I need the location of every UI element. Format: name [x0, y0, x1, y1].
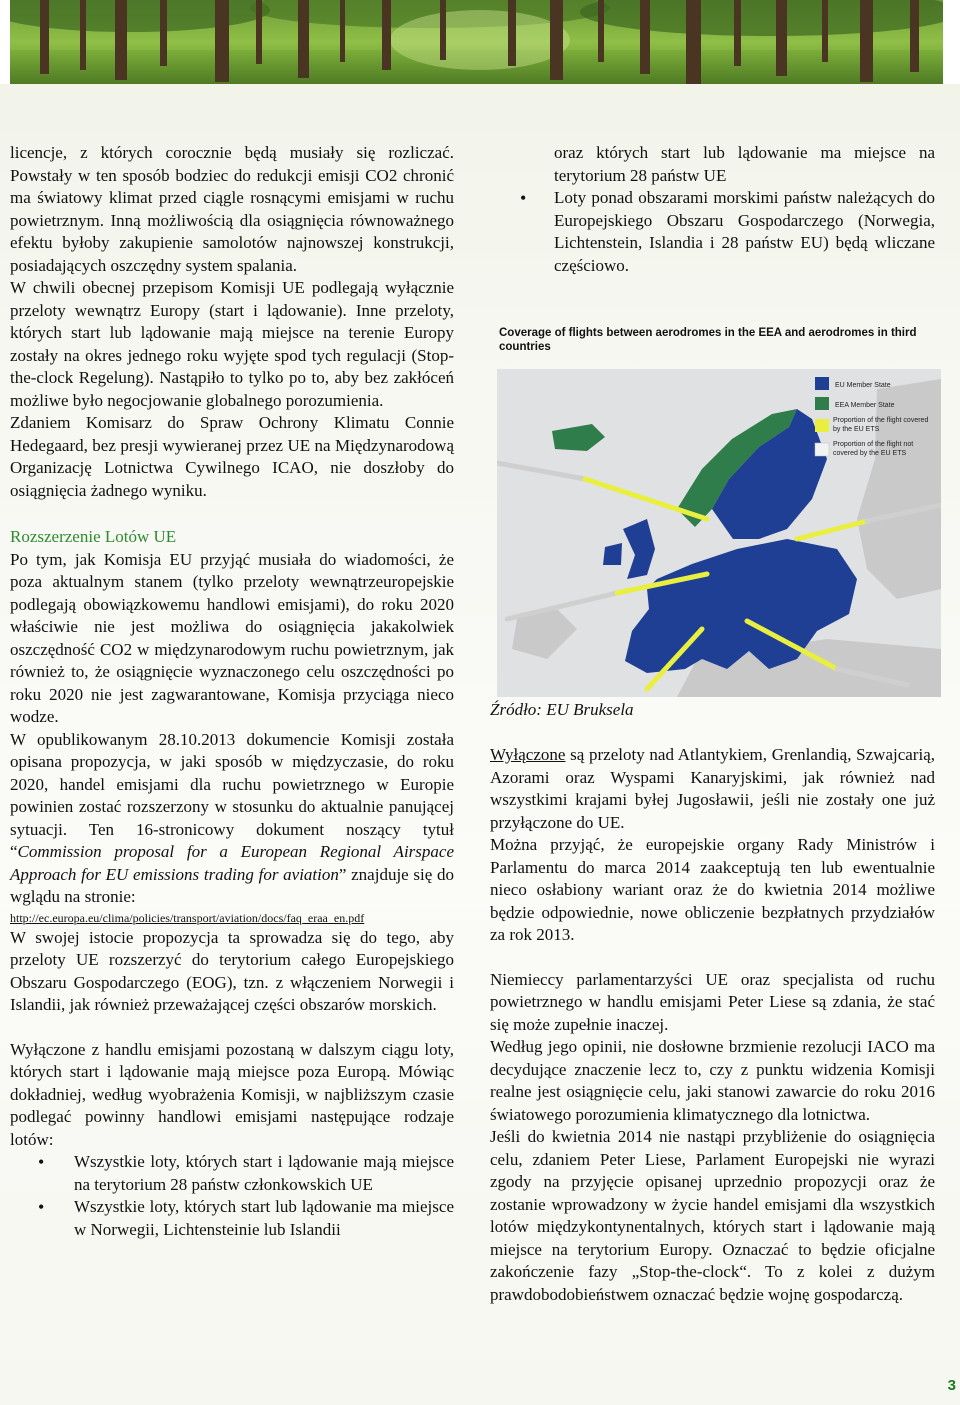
paragraph: Zdaniem Komisarz do Spraw Ochrony Klimatu Connie Hedegaard, bez presji wywieranej przez UE na Międzynarodową Organizację Lotnictwa Cywilnego ICAO, nie doszłoby do osiągnięcia żadnego wyniku.: [10, 413, 454, 500]
figure-title: Coverage of flights between aerodromes in the EEA and aerodromes in third countries: [499, 327, 917, 353]
right-column-top: [554, 142, 935, 277]
legend-label: Proportion of the flight not covered by the EU ETS: [833, 441, 914, 457]
coverage-map-figure: [497, 326, 941, 698]
legend-label: EEA Member State: [835, 402, 895, 409]
bullet-list: [554, 187, 935, 277]
legend-swatch-not-covered: [815, 443, 829, 456]
figure-source: Źródło: EU Bruksela: [490, 700, 634, 719]
legend-swatch-covered: [815, 419, 829, 432]
paragraph: Można przyjąć, że europejskie organy Rady Ministrów i Parlamentu do marca 2014 zaakceptują ten lub ewentualnie nieco osłabiony wariant oraz że do kwietnia 2014 możliwe będzie odpowiednie, nowe obliczenie bezpłatnych przydziałów za rok 2013.: [490, 835, 935, 944]
paragraph: licencje, z których corocznie będą musiały się rozliczać. Powstały w ten sposób bodziec do redukcji emisji CO2 chronić ma światowy klimat przed ciągle rosnącymi emisjami w ruchu powietrznym. Inną możliwością dla osiągnięcia równoważnego efektu byłoby zakupienie samolotów najnowszej konstrukcji, posiadających oszczędny system spalania.: [10, 143, 454, 275]
paragraph-text: ” znajduje się do wglądu na stronie:: [10, 864, 454, 906]
europe-map: [497, 369, 941, 697]
paragraph: Według jego opinii, nie dosłowne brzmienie rezolucji IACO ma decydujące znaczenie lecz to, czy z punktu widzenia Komisji realne jest osiągnięcie celu, jaki stanowi zawarcie do roku 2016 światowego porozumienia klimatycznego dla lotnictwa.: [490, 1037, 935, 1124]
paragraph-text: W opublikowanym 28.10.2013 dokumencie Komisji została opisana propozycja, w jaki sposób w międzyczasie, do roku 2020, handel emisjami dla ruchu powietrznego w Europie powinien zostać rozszerzony w stosunku do aktualnie panującej sytuacji. Ten 16-stronicowy dokument noszący tytuł “: [10, 729, 454, 861]
paragraph: W chwili obecnej przepisom Komisji UE podlegają wyłącznie przeloty wewnątrz Europy (start i lądowanie). Inne przeloty, których start lub lądowanie mają miejsce na terenie Europy zostały na okres jednego roku wyjęte spod tych regulacji (Stop-the-clock Regelung). Nastąpiło to tylko po to, aby bez zakłóceń możliwe było negocjowanie globalnego porozumienia.: [10, 278, 454, 410]
legend-label-box: [833, 416, 937, 438]
paragraph: Po tym, jak Komisja EU przyjąć musiała do wiadomości, że poza aktualnym stanem (tylko przeloty wewnątrzeuropejskie podlegają obowiązkowemu handlowi emisjami), do roku 2020 właściwie nie jest możliwa do osiągnięcia jakakolwiek oszczędność CO2 w międzynarodowym ruchu powietrznym, jak również to, że osiągnięcie wyznaczonego celu oszczędności po roku 2020 nie jest zagwarantowane, Komisja przyciąga nieco wodze.: [10, 549, 454, 726]
forest-banner-image: [10, 0, 943, 84]
list-item: • Wszystkie loty, których start lub lądowanie ma miejsce w Norwegii, Lichtensteinie lub Islandii: [10, 1196, 454, 1241]
paragraph: W swojej istocie propozycja ta sprowadza się do tego, aby przeloty UE rozszerzyć do terytorium całego Europejskiego Obszaru Gospodarczego (EOG), tzn. z włączeniem Norwegii i Islandii, jak również przeważającej części obszarów morskich.: [10, 927, 454, 1014]
legend-swatch-eu: [815, 377, 829, 390]
paragraph: [490, 744, 935, 834]
paragraph: oraz których start lub lądowanie ma miejsce na terytorium 28 państw UE: [554, 143, 935, 185]
paragraph: [10, 729, 454, 909]
bullet-list: [10, 1151, 454, 1241]
section-heading: Rozszerzenie Lotów UE: [10, 527, 177, 546]
underlined-word: Wyłączone: [490, 745, 566, 764]
paragraph: Niemieccy parlamentarzyści UE oraz specjalista od ruchu powietrznego w handlu emisjami Peter Liese są zdania, że stać się może zupełnie inaczej.: [490, 969, 935, 1034]
legend-label-box: [833, 440, 937, 462]
document-link[interactable]: http://ec.europa.eu/clima/policies/transport/aviation/docs/faq_eraa_en.pdf: [10, 910, 365, 925]
paragraph: Wyłączone z handlu emisjami pozostaną w dalszym ciągu loty, których start i lądowanie mają miejsce poza Europą. Mówiąc dokładniej, według wyobrażenia Komisji, w najbliższym czasie podlegać powinny handlowi emisjami następujące rodzaje lotów:: [10, 1039, 454, 1149]
legend-swatch-eea: [815, 397, 829, 410]
paragraph: Jeśli do kwietnia 2014 nie nastąpi przybliżenie do osiągnięcia celu, zdaniem Peter Liese, Parlament Europejski nie wyrazi zgody na przyjęcie opisanej uprzednio propozycji oraz że zostanie wprowadzony w życie handel emisjami dla wszystkich lotów międzykontynentalnych, których start i lądowanie mają miejsce na terytorium Europy. Oznaczać to będzie oficjalne zakończenie fazy „Stop-the-clock“. To z kolei z dużym prawdobodobieństwem oznaczać będzie wojnę gospodarczą.: [490, 1127, 935, 1304]
left-column: [10, 142, 454, 1241]
document-title: Commission proposal for a European Regional Airspace Approach for EU emissions trading for aviation: [10, 842, 454, 884]
paragraph-text: są przeloty nad Atlantykiem, Grenlandią, Szwajcarią, Azorami oraz Wyspami Kanaryjskimi, jak również nad wszystkimi krajami byłej Jugosławii, jeśli nie zostały one już przyłączone do UE.: [490, 745, 935, 832]
list-item: • Loty ponad obszarami morskimi państw należących do Europejskiego Obszaru Gospodarczego (Norwegia, Lichtenstein, Islandia i 28 państw EU) będą wliczane częściowo.: [554, 187, 935, 277]
right-column-bottom: [490, 744, 935, 1306]
list-item: • Wszystkie loty, których start i lądowanie mają miejsce na terytorium 28 państw członkowskich UE: [10, 1151, 454, 1196]
page-number: 3: [947, 1377, 956, 1394]
legend-label: Proportion of the flight covered by the EU ETS: [833, 417, 929, 433]
legend-label: EU Member State: [835, 382, 891, 389]
